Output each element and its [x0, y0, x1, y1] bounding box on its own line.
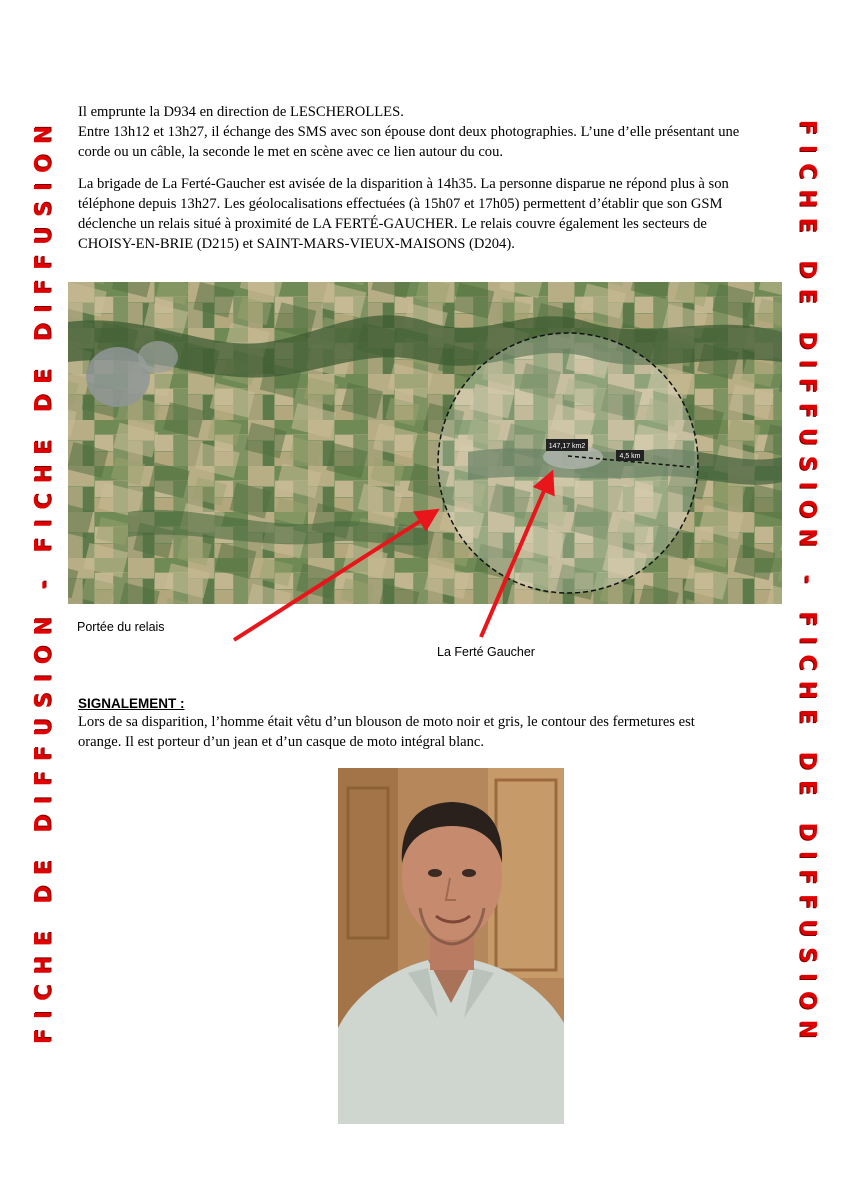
- range-caption: Portée du relais: [77, 620, 165, 634]
- missing-person-photo: [338, 768, 564, 1124]
- map-radius-label: 4,5 km: [619, 453, 641, 460]
- brigade-line: CHOISY-EN-BRIE (D215) et SAINT-MARS-VIEUX-MAISONS (D204).: [78, 236, 515, 252]
- brigade-line: La brigade de La Ferté-Gaucher est avisée de la disparition à 14h35. La personne disparue ne répond plus à son: [78, 176, 729, 192]
- signalement-line: Lors de sa disparition, l’homme était vêtu d’un blouson de moto noir et gris, le contour des fermetures est: [78, 714, 695, 730]
- signalement-line: orange. Il est porteur d’un jean et d’un casque de moto intégral blanc.: [78, 734, 485, 750]
- side-banner-left: FICHE DE DIFFUSION - FICHE DE DIFFUSION: [31, 115, 57, 1045]
- satellite-map: [68, 282, 782, 604]
- signalement-paragraph: [78, 712, 790, 752]
- brigade-line: déclenche un relais situé à proximité de LA FERTÉ-GAUCHER. Le relais couvre également les secteurs de: [78, 216, 707, 232]
- intro-line: corde ou un câble, la seconde le met en scène avec ce lien autour du cou.: [78, 144, 504, 160]
- intro-line: Entre 13h12 et 13h27, il échange des SMS avec son épouse dont deux photographies. L’une d’elle présentant une: [78, 124, 740, 140]
- brigade-paragraph: [78, 174, 790, 254]
- signalement-title: SIGNALEMENT :: [78, 696, 185, 711]
- brigade-line: téléphone depuis 13h27. Les géolocalisations effectuées (à 15h07 et 17h05) permettent d’établir que son GSM: [78, 196, 723, 212]
- intro-paragraph: [78, 102, 790, 162]
- town-caption: La Ferté Gaucher: [437, 645, 535, 659]
- map-area-label: 147,17 km2: [548, 443, 586, 450]
- intro-line: Il emprunte la D934 en direction de LESCHEROLLES.: [78, 104, 404, 120]
- side-banner-right: FICHE DE DIFFUSION - FICHE DE DIFFUSION: [794, 119, 820, 1049]
